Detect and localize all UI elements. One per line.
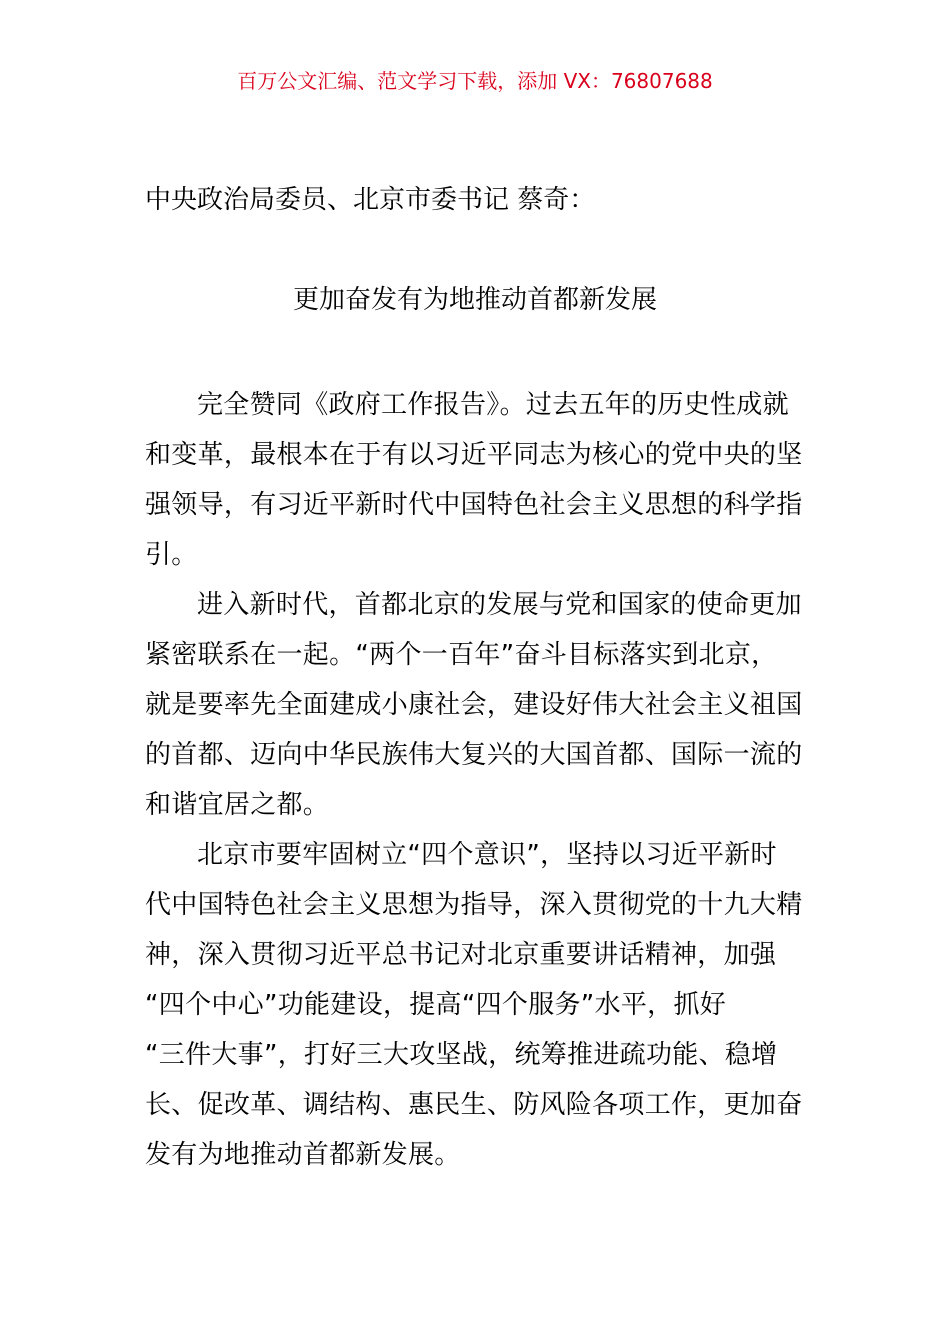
paragraph-line: 就是要率先全面建成小康社会，建设好伟大社会主义祖国 — [145, 690, 803, 720]
header-note: 百万公文汇编、范文学习下载，添加 VX：76807688 — [237, 69, 713, 93]
paragraph-line: 紧密联系在一起。“两个一百年”奋斗目标落实到北京， — [145, 640, 778, 670]
paragraph-line: 的首都、迈向中华民族伟大复兴的大国首都、国际一流的 — [145, 740, 803, 770]
paragraph-line: 引。 — [145, 540, 198, 570]
paragraph-line: 强领导，有习近平新时代中国特色社会主义思想的科学指 — [145, 490, 803, 520]
paragraph-line: 和谐宜居之都。 — [145, 790, 330, 820]
paragraph-line: 北京市要牢固树立“四个意识”，坚持以习近平新时 — [197, 840, 777, 870]
paragraph-3 — [145, 830, 807, 1180]
paragraph-line: 长、促改革、调结构、惠民生、防风险各项工作，更加奋 — [145, 1090, 803, 1120]
paragraph-line: 和变革，最根本在于有以习近平同志为核心的党中央的坚 — [145, 440, 803, 470]
paragraph-line: 发有为地推动首都新发展。 — [145, 1140, 461, 1170]
paragraph-line: “三件大事”，打好三大攻坚战，统筹推进疏功能、稳增 — [145, 1040, 778, 1070]
paragraph-1 — [145, 380, 807, 580]
paragraph-line: 进入新时代，首都北京的发展与党和国家的使命更加 — [197, 590, 802, 620]
document-title: 更加奋发有为地推动首都新发展 — [292, 285, 657, 315]
paragraph-line: “四个中心”功能建设，提高“四个服务”水平，抓好 — [145, 990, 727, 1020]
paragraph-2 — [145, 580, 807, 830]
paragraph-line: 代中国特色社会主义思想为指导，深入贯彻党的十九大精 — [145, 890, 803, 920]
paragraph-line: 神，深入贯彻习近平总书记对北京重要讲话精神，加强 — [145, 940, 777, 970]
paragraph-line: 完全赞同《政府工作报告》。过去五年的历史性成就 — [197, 390, 789, 420]
document-body — [145, 380, 807, 1180]
speaker-line: 中央政治局委员、北京市委书记 蔡奇： — [145, 185, 596, 215]
